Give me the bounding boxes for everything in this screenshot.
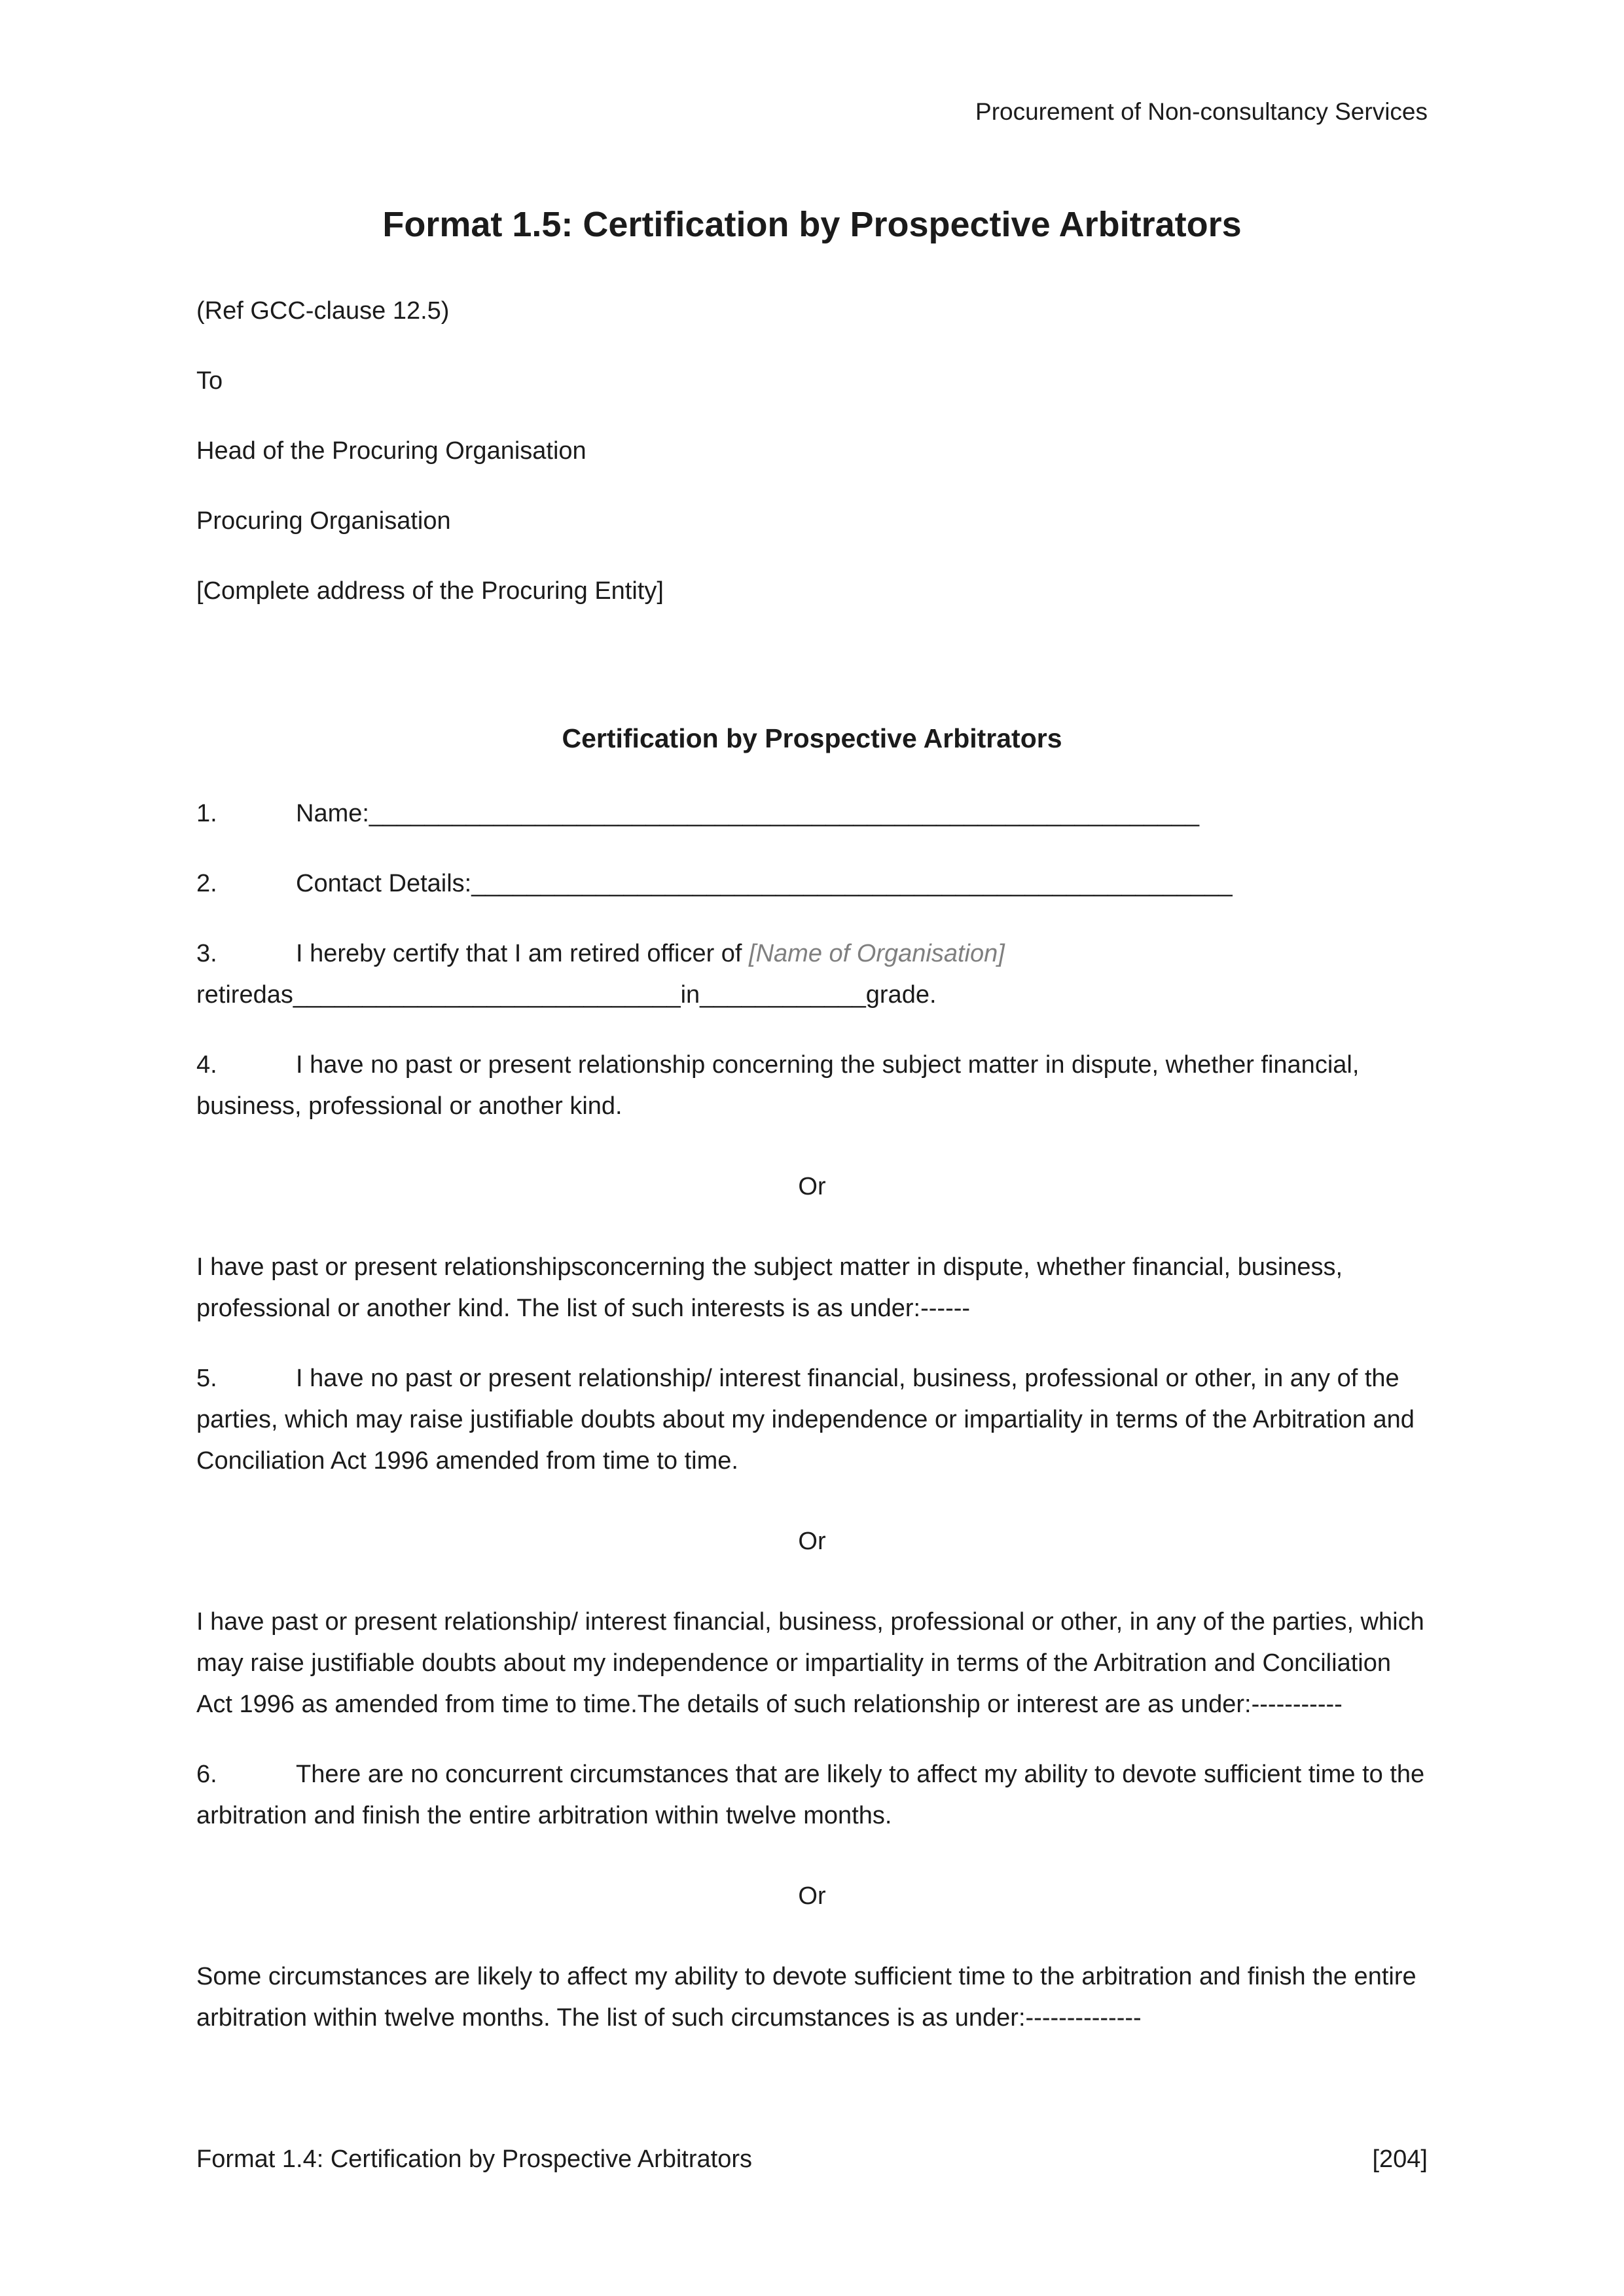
section-heading: Certification by Prospective Arbitrators <box>562 723 1062 753</box>
or-separator-1: Or <box>798 1173 826 1200</box>
numbered-item-3 <box>196 933 1428 1016</box>
footer-left-text: Format 1.4: Certification by Prospective Arbitrators <box>196 2145 752 2173</box>
item-6-text: There are no concurrent circumstances that are likely to affect my ability to devote sufficient time to the arbitration and finish the entire arbitration within twelve months. <box>196 1761 1425 1829</box>
organisation-name-placeholder: [Name of Organisation] <box>749 940 1005 967</box>
item-5-text: I have no past or present relationship/ interest financial, business, professional or other, in any of the parties, which may raise justifiable doubts about my independence or impartiality in terms of the Arbitration and Conciliation Act 1996 amended from time to time. <box>196 1365 1415 1475</box>
page-header <box>196 98 1428 126</box>
document-title: Format 1.5: Certification by Prospective Arbitrators <box>382 205 1242 244</box>
address-line-1: Head of the Procuring Organisation <box>196 437 586 465</box>
item-4-text: I have no past or present relationship concerning the subject matter in dispute, whether financial, business, professional or another kind. <box>196 1051 1360 1120</box>
item-4-number: 4. <box>196 1051 217 1079</box>
numbered-item-5 <box>196 1358 1428 1482</box>
numbered-item-1 <box>196 793 1428 834</box>
numbered-item-4 <box>196 1045 1428 1127</box>
item-3-number: 3. <box>196 940 217 967</box>
item-2-number: 2. <box>196 870 217 897</box>
item-1-number: 1. <box>196 800 217 827</box>
address-to: To <box>196 367 223 395</box>
numbered-item-2 <box>196 863 1428 905</box>
item-1-text: Name:____________________________________________________________ <box>296 800 1199 827</box>
page-footer <box>196 2145 1428 2174</box>
numbered-item-6 <box>196 1754 1428 1837</box>
or-separator-2: Or <box>798 1528 826 1555</box>
item-3-text-pre: I hereby certify that I am retired officer of <box>296 940 749 967</box>
ref-clause-line: (Ref GCC-clause 12.5) <box>196 297 450 325</box>
address-line-3: [Complete address of the Procuring Entity] <box>196 577 664 605</box>
alternative-paragraph-5: I have past or present relationship/ interest financial, business, professional or other, in any of the parties, which may raise justifiable doubts about my independence or impartiality in terms of the Arbitration and Conciliation Act 1996 as amended from time to time.The details of such relationship or interest are as under:----------- <box>196 1608 1424 1718</box>
alternative-paragraph-6: Some circumstances are likely to affect my ability to devote sufficient time to the arbitration and finish the entire arbitration within twelve months. The list of such circumstances is as under:-------------- <box>196 1963 1416 2032</box>
item-5-number: 5. <box>196 1365 217 1392</box>
footer-page-number: [204] <box>1372 2145 1428 2173</box>
item-6-number: 6. <box>196 1761 217 1788</box>
alternative-paragraph-4: I have past or present relationshipsconcerning the subject matter in dispute, whether financial, business, professional or another kind. The list of such interests is as under:------ <box>196 1253 1343 1322</box>
item-3-text-post: retiredas____________________________in____________grade. <box>196 981 937 1009</box>
address-line-2: Procuring Organisation <box>196 507 451 535</box>
item-2-text: Contact Details:_______________________________________________________ <box>296 870 1233 897</box>
or-separator-3: Or <box>798 1882 826 1910</box>
header-text: Procurement of Non-consultancy Services <box>975 98 1428 125</box>
